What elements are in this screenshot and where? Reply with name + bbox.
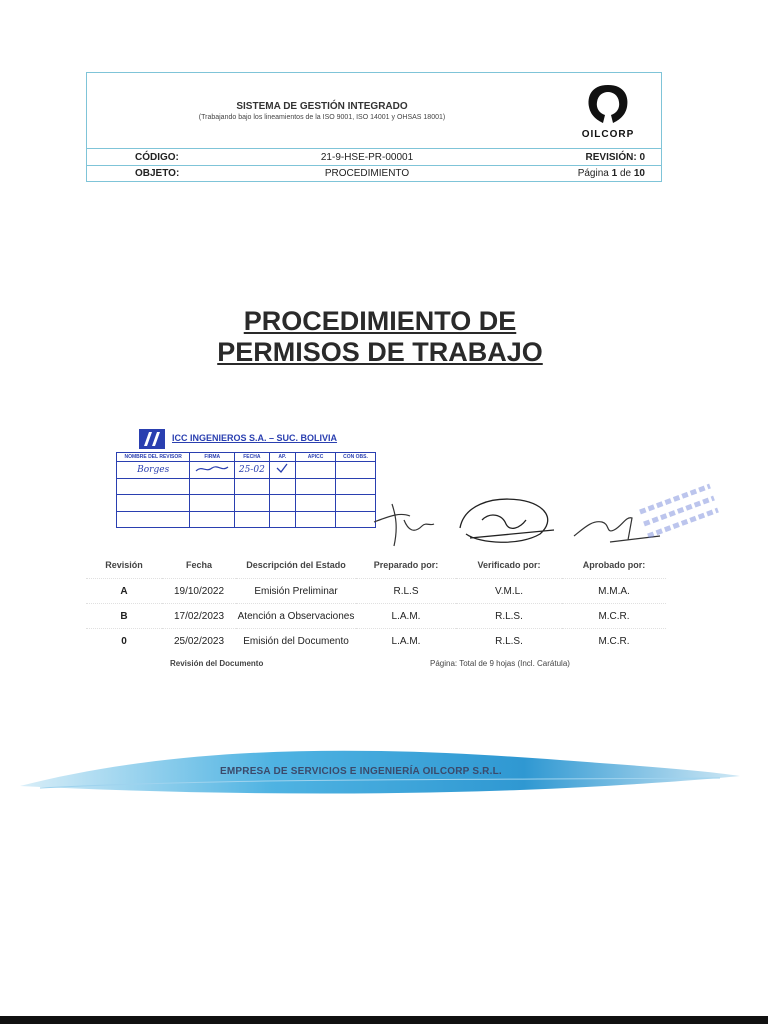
oilcorp-logo-icon: [569, 81, 647, 127]
row-revision: B: [86, 604, 162, 629]
signature-preparer: [374, 504, 434, 546]
stamp-empty-cell: [117, 511, 190, 527]
revision-label: REVISIÓN:: [585, 152, 637, 163]
oilcorp-logo: [569, 81, 647, 143]
page-total: 10: [633, 168, 645, 179]
row-verified: R.L.S.: [456, 604, 562, 629]
stamp-empty-cell: [269, 511, 296, 527]
revision-table: [86, 552, 666, 653]
system-subtitle: (Trabajando bajo los lineamientos de la ISO 9001, ISO 14001 y OHSAS 18001): [198, 114, 446, 121]
stamp-col-apicc: APICC: [296, 453, 336, 462]
object-value: PROCEDIMIENTO: [324, 168, 410, 179]
document-header: [86, 72, 662, 182]
stamp-empty-cell: [235, 495, 269, 511]
stamp-empty-cell: [117, 479, 190, 495]
row-verified: V.M.L.: [456, 579, 562, 604]
page-prefix: Página: [577, 168, 609, 179]
revision-value: 0: [639, 152, 645, 163]
header-top: [87, 73, 661, 149]
code-row: [87, 150, 661, 166]
object-row: [87, 166, 661, 182]
stamp-empty-cell: [296, 479, 336, 495]
reviewer-stamp: [116, 426, 378, 530]
stamp-empty-cell: [190, 479, 235, 495]
stamp-empty-cell: [296, 511, 336, 527]
row-date: 25/02/2023: [162, 629, 236, 654]
stamp-col-ap: AP.: [269, 453, 296, 462]
code-value: 21-9-HSE-PR-00001: [320, 152, 414, 163]
stamp-col-obs: CON OBS.: [336, 453, 376, 462]
stamp-col-date: FECHA: [235, 453, 269, 462]
row-date: 17/02/2023: [162, 604, 236, 629]
stamp-empty-cell: [269, 479, 296, 495]
col-date: Fecha: [185, 560, 212, 570]
stamp-empty-cell: [190, 511, 235, 527]
revision-footer-left: Revisión del Documento: [170, 659, 264, 668]
row-description: Atención a Observaciones: [236, 604, 356, 629]
row-prepared: L.A.M.: [356, 604, 456, 629]
stamp-handwritten-date: 25-02: [235, 461, 269, 478]
table-row: [86, 604, 666, 629]
scribble-signature-icon: [192, 463, 232, 475]
row-approved: M.M.A.: [562, 579, 666, 604]
row-prepared: L.A.M.: [356, 629, 456, 654]
document-title-line1: PROCEDIMIENTO DE: [243, 306, 517, 336]
col-prepared: Preparado por:: [373, 560, 439, 570]
signature-verifier: [460, 499, 554, 542]
row-prepared: R.L.S: [356, 579, 456, 604]
document-title-line2: PERMISOS DE TRABAJO: [217, 337, 543, 367]
page-info: [578, 168, 645, 179]
table-row: [86, 629, 666, 654]
col-revision: Revisión: [105, 560, 143, 570]
table-row: [86, 579, 666, 604]
col-verified: Verificado por:: [477, 560, 541, 570]
page-current: 1: [611, 168, 618, 179]
seal-stamp: [640, 486, 718, 536]
row-verified: R.L.S.: [456, 629, 562, 654]
row-revision: A: [86, 579, 162, 604]
stamp-empty-cell: [117, 495, 190, 511]
row-approved: M.C.R.: [562, 629, 666, 654]
row-revision: 0: [86, 629, 162, 654]
stamp-handwritten-name: Borges: [117, 461, 190, 478]
row-description: Emisión del Documento: [236, 629, 356, 654]
object-label: OBJETO:: [135, 168, 180, 179]
stamp-empty-cell: [296, 495, 336, 511]
system-title: SISTEMA DE GESTIÓN INTEGRADO: [236, 101, 408, 112]
stamp-empty-cell: [235, 479, 269, 495]
logo-text: OILCORP: [581, 129, 635, 140]
stamp-empty-cell: [235, 511, 269, 527]
revision-table-header: [86, 552, 666, 579]
code-label: CÓDIGO:: [135, 152, 179, 163]
col-approved: Aprobado por:: [582, 560, 646, 570]
signatures: [370, 476, 720, 556]
row-description: Emisión Preliminar: [236, 579, 356, 604]
row-approved: M.C.R.: [562, 604, 666, 629]
revision-info: [586, 152, 645, 163]
icc-logo-icon: [138, 428, 166, 450]
row-date: 19/10/2022: [162, 579, 236, 604]
stamp-empty-cell: [269, 495, 296, 511]
stamp-check-mark: [269, 461, 296, 478]
col-description: Descripción del Estado: [246, 560, 346, 570]
check-mark-icon: [275, 462, 289, 474]
stamp-empty-cell: [296, 461, 336, 478]
footer-company: EMPRESA DE SERVICIOS E INGENIERÍA OILCORP S.R.L.: [220, 766, 502, 777]
stamp-empty-cell: [190, 495, 235, 511]
stamp-signature-cell: [190, 461, 235, 478]
stamp-col-reviewer: NOMBRE DEL REVISOR: [117, 453, 190, 462]
stamp-col-signature: FIRMA: [190, 453, 235, 462]
stamp-company-name: ICC INGENIEROS S.A. – SUC. BOLIVIA: [172, 433, 338, 443]
page-of: de: [619, 168, 632, 179]
stamp-grid: [116, 452, 376, 528]
page-edge: [0, 1016, 768, 1024]
revision-footer-right: Página: Total de 9 hojas (Incl. Carátula): [430, 659, 570, 668]
